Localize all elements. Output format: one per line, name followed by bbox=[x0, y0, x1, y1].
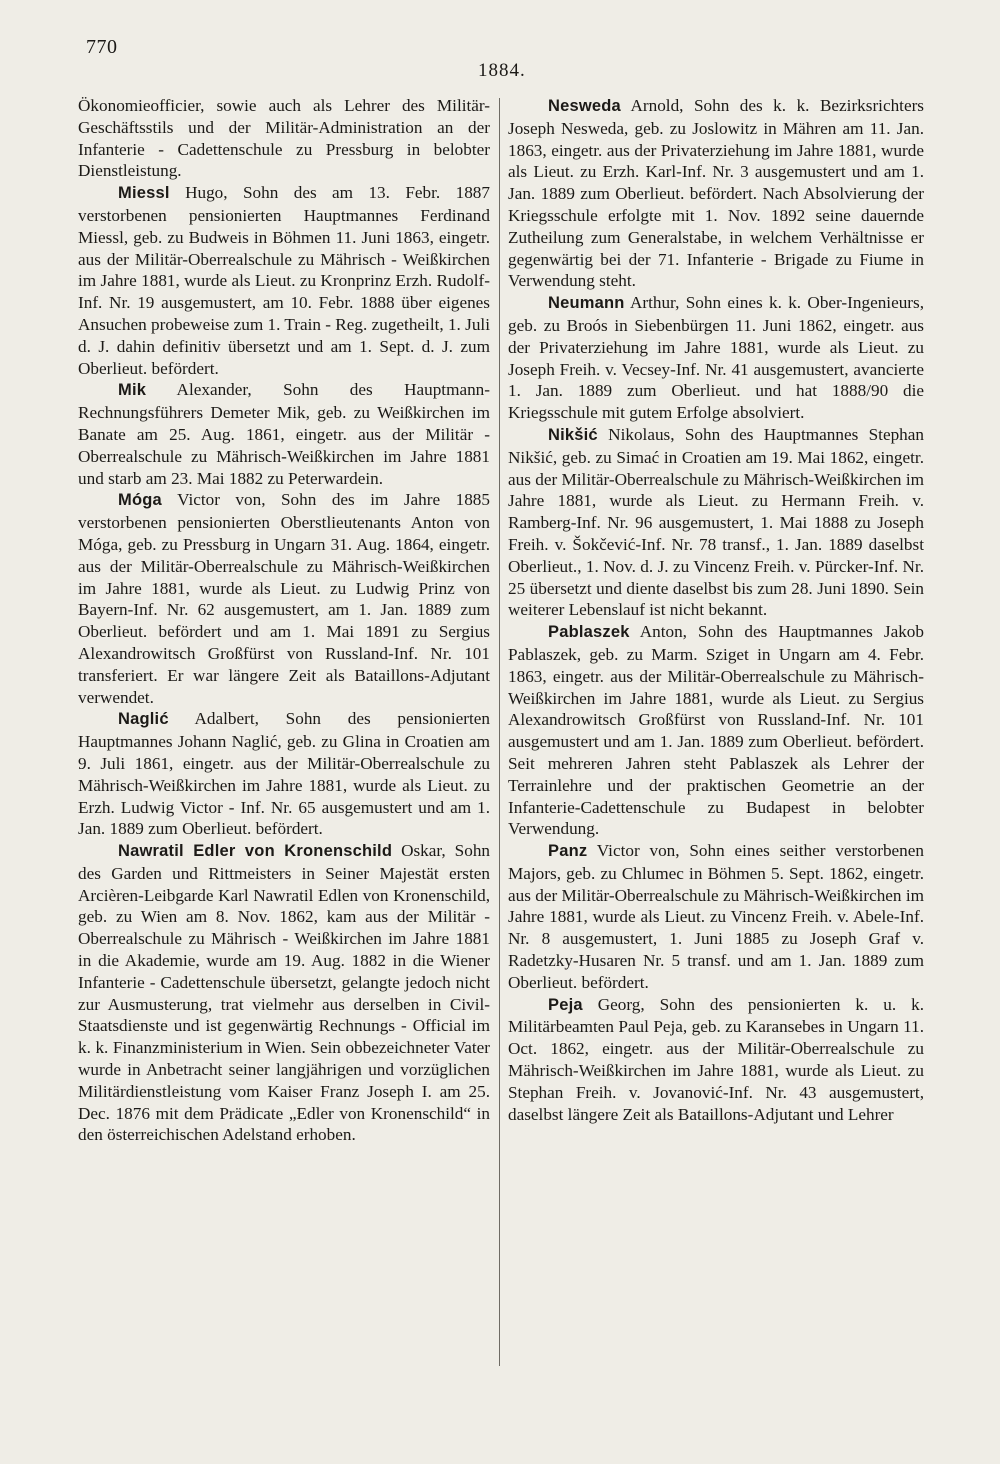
year-header: 1884. bbox=[478, 60, 526, 81]
entry-text: Georg, Sohn des pensionierten k. u. k. Militärbeamten Paul Peja, geb. zu Karansebes in Ungarn 11. Oct. 1862, eingetr. aus der Militär-Oberrealschule zu Mährisch-Weißkirchen im Jahre 1881, wurde als Lieut. zu Stephan Freih. v. Jovanović-Inf. Nr. 43 ausgemustert, daselbst längere Zeit als Bataillons-Adjutant und Lehrer bbox=[508, 994, 924, 1124]
entry-text: Victor von, Sohn des im Jahre 1885 verstorbenen pensionierten Oberstlieutenants Anton von Móga, geb. zu Pressburg in Ungarn 31. Aug. 1864, eingetr. aus der Militär-Oberrealschule zu Mährisch-Weißkirchen im Jahre 1881, wurde als Lieut. zu Ludwig Prinz von Bayern-Inf. Nr. 62 ausgemustert, am 1. Jan. 1889 zum Oberlieut. befördert und am 1. Mai 1891 zu Sergius Alexandrowitsch Großfürst von Russland-Inf. Nr. 101 transferiert. Er war längere Zeit als Bataillons-Adjutant verwendet. bbox=[78, 490, 490, 707]
entry-neumann bbox=[508, 292, 924, 424]
entry-nesweda bbox=[508, 95, 924, 292]
right-column bbox=[508, 95, 924, 1125]
column-divider bbox=[499, 98, 500, 1366]
entry-nawratil bbox=[78, 840, 490, 1146]
entry-continuation bbox=[78, 95, 490, 182]
entry-name: Móga bbox=[118, 491, 162, 510]
entry-text: Oskar, Sohn des Garden und Rittmeisters in Seiner Majestät ersten Arcièren-Leibgarde Karl Nawratil Edlen von Kronenschild, geb. zu Wien am 8. Nov. 1862, kam aus der Militär - Oberrealschule zu Mährisch - Weißkirchen im Jahre 1881 in die Akademie, wurde am 19. Aug. 1882 in die Wiener Infanterie - Cadettenschule übersetzt, gelangte jedoch nicht zur Ausmusterung, trat vielmehr aus derselben in Civil-Staatsdienste und ist gegenwärtig Rechnungs - Official im k. k. Finanzministerium in Wien. Sein obbezeichneter Vater wurde in Anbetracht seiner langjährigen und vorzüglichen Militärdienstleistung vom Kaiser Franz Joseph I. am 25. Dec. 1876 mit dem Prädicate „Edler von Kronenschild“ in den österreichischen Adelstand erhoben. bbox=[78, 841, 491, 1145]
entry-niksic bbox=[508, 424, 924, 621]
entry-text: Anton, Sohn des Hauptmannes Jakob Pablaszek, geb. zu Marm. Sziget in Ungarn am 4. Febr. 1863, eingetr. aus der Militär-Oberrealschule zu Mährisch-Weißkirchen im Jahre 1881, wurde als Lieut. zu Sergius Alexandrowitsch Großfürst von Russland-Inf. Nr. 101 ausgemustert und am 1. Jan. 1889 zum Oberlieut. befördert. Seit mehreren Jahren steht Pablaszek als Lehrer der Terrainlehre und der praktischen Geometrie an der Infanterie-Cadettenschule zu Budapest in belobter Verwendung. bbox=[508, 622, 924, 839]
entry-text: Nikolaus, Sohn des Hauptmannes Stephan Nikšić, geb. zu Simać in Croatien am 19. Mai 1862, eingetr. aus der Militär-Oberrealschule zu Mährisch-Weißkirchen im Jahre 1881, wurde als Lieut. zu Hermann Freih. v. Ramberg-Inf. Nr. 96 ausgemustert, 1. Mai 1888 zu Joseph Freih. v. Šokčević-Inf. Nr. 78 transf., 1. Jan. 1889 daselbst Oberlieut., 1. Nov. d. J. zu Vincenz Freih. v. Pürcker-Inf. Nr. 25 übersetzt und diente daselbst bis zum 28. Juni 1890. Sein weiterer Lebenslauf ist nicht bekannt. bbox=[508, 424, 924, 620]
entry-name: Naglić bbox=[118, 710, 169, 729]
entry-text: Arnold, Sohn des k. k. Bezirksrichters Joseph Nesweda, geb. zu Joslowitz in Mähren am 11. Jan. 1863, eingetr. aus der Privaterziehung im Jahre 1881, wurde als Lieut. zu Erzh. Karl-Inf. Nr. 3 ausgemustert und am 1. Jan. 1889 zum Oberlieut. befördert. Nach Absolvierung der Kriegsschule erfolgte mit 1. Nov. 1892 seine dauernde Zutheilung zum Generalstabe, in welchem Verhältnisse er gegenwärtig bei der 71. Infanterie - Brigade zu Fiume in Verwendung steht. bbox=[508, 96, 924, 291]
entry-moga bbox=[78, 489, 490, 708]
entry-name: Nawratil Edler von Kronenschild bbox=[118, 842, 393, 861]
entry-text: Hugo, Sohn des am 13. Febr. 1887 verstorbenen pensionierten Hauptmannes Ferdinand Miessl, geb. zu Budweis in Böhmen 11. Juni 1863, eingetr. aus der Militär-Oberrealschule zu Mährisch - Weißkirchen im Jahre 1881, wurde als Lieut. zu Kronprinz Erzh. Rudolf-Inf. Nr. 19 ausgemustert, am 10. Febr. 1888 über eigenes Ansuchen probeweise zum 1. Train - Reg. zugetheilt, 1. Juli d. J. dahin definitiv übersetzt und am 1. Sept. d. J. zum Oberlieut. befördert. bbox=[78, 183, 490, 378]
entry-name: Nesweda bbox=[548, 97, 621, 115]
entry-name: Panz bbox=[548, 842, 588, 861]
entry-name: Neumann bbox=[548, 294, 625, 313]
entry-text: Arthur, Sohn eines k. k. Ober-Ingenieurs, geb. zu Broós in Siebenbürgen 11. Juni 1862, eingetr. aus der Privaterziehung im Jahre 1881, wurde als Lieut. zu Joseph Freih. v. Vecsey-Inf. Nr. 41 ausgemustert, avancierte 1. Jan. 1889 zum Oberlieut. und hat 1888/90 die Kriegsschule mit gutem Erfolge absolviert. bbox=[508, 293, 924, 423]
entry-panz bbox=[508, 840, 924, 994]
entry-name: Pablaszek bbox=[548, 623, 630, 642]
left-column bbox=[78, 95, 490, 1146]
entry-mik bbox=[78, 379, 490, 489]
page-number: 770 bbox=[86, 36, 118, 58]
entry-text: Adalbert, Sohn des pensionierten Hauptmannes Johann Naglić, geb. zu Glina in Croatien am 9. Juli 1861, eingetr. aus der Militär-Oberrealschule zu Mährisch-Weißkirchen im Jahre 1881, wurde als Lieut. zu Erzh. Ludwig Victor - Inf. Nr. 65 ausgemustert und am 1. Jan. 1889 zum Oberlieut. befördert. bbox=[78, 709, 490, 839]
entry-text: Alexander, Sohn des Hauptmann-Rechnungsführers Demeter Mik, geb. zu Weißkirchen im Banate am 25. Aug. 1861, eingetr. aus der Militär - Oberrealschule zu Mährisch-Weißkirchen im Jahre 1881 und starb am 23. Mai 1882 zu Peterwardein. bbox=[78, 380, 490, 488]
entry-pablaszek bbox=[508, 621, 924, 840]
entry-miessl bbox=[78, 182, 490, 379]
entry-text: Victor von, Sohn eines seither verstorbenen Majors, geb. zu Chlumec in Böhmen 5. Sept. 1862, eingetr. aus der Militär-Oberrealschule zu Mährisch-Weißkirchen im Jahre 1881, wurde als Lieut. zu Vincenz Freih. v. Abele-Inf. Nr. 8 ausgemustert, 1. Juni 1885 zu Joseph Graf v. Radetzky-Husaren Nr. 5 transf. und am 1. Jan. 1889 zum Oberlieut. befördert. bbox=[508, 841, 924, 992]
entry-text: Ökonomieofficier, sowie auch als Lehrer des Militär-Geschäftsstils und der Militär-Administration an der Infanterie - Cadettenschule zu Pressburg in belobter Dienstleistung. bbox=[78, 96, 490, 181]
entry-name: Mik bbox=[118, 381, 147, 400]
entry-name: Nikšić bbox=[548, 425, 598, 444]
entry-name: Miessl bbox=[118, 184, 170, 203]
entry-naglic bbox=[78, 708, 490, 840]
entry-name: Peja bbox=[548, 995, 583, 1014]
entry-peja bbox=[508, 994, 924, 1126]
